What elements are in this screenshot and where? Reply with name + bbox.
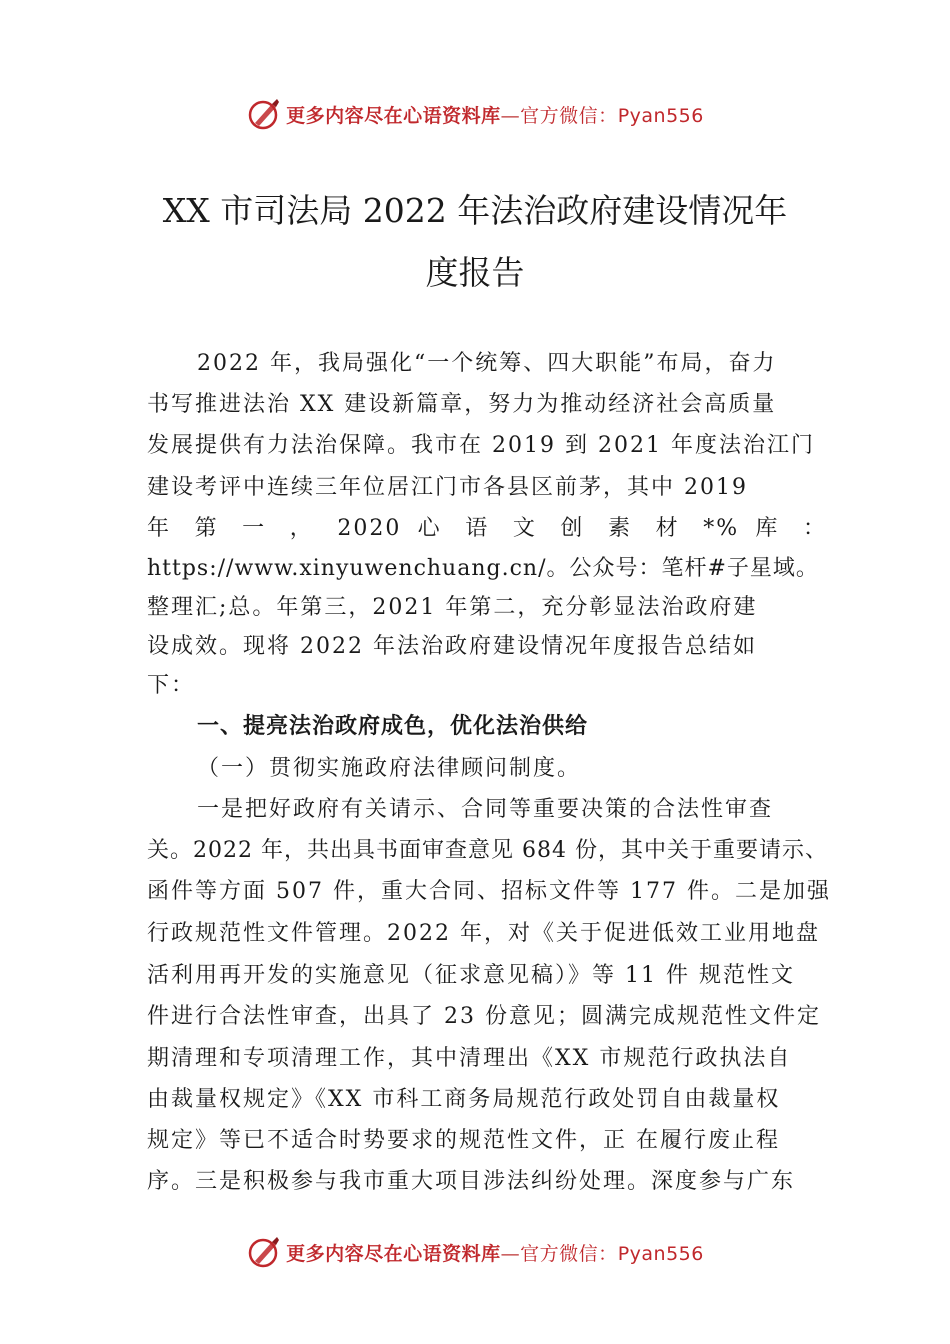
body-line: 书写推进法治 XX 建设新篇章，努力为推动经济社会高质量 bbox=[147, 392, 777, 417]
body-line: 整理汇;总。年第三，2021 年第二，充分彰显法治政府建 bbox=[147, 595, 758, 620]
body-line: 行政规范性文件管理。2022 年，对《关于促进低效工业用地盘 bbox=[147, 921, 820, 946]
banner-separator: — bbox=[500, 104, 521, 127]
document-title-line-1: XX 市司法局 2022 年法治政府建设情况年 bbox=[162, 191, 788, 230]
body-line: 由裁量权规定》《XX 市科工商务局规范行政处罚自由裁量权 bbox=[147, 1087, 781, 1112]
banner-wechat-id: Pyan556 bbox=[617, 104, 704, 127]
header-banner bbox=[0, 94, 950, 134]
document-title-line-2: 度报告 bbox=[425, 253, 525, 292]
pen-logo-icon bbox=[246, 96, 282, 132]
body-line: 规定》等已不适合时势要求的规范性文件，正 在履行废止程 bbox=[147, 1128, 780, 1153]
body-line: 件进行合法性审查，出具了 23 份意见；圆满完成规范性文件定 bbox=[147, 1004, 821, 1029]
body-line: 年 第 一 ， 2020 心 语 文 创 素 材 *% 库 ： bbox=[147, 516, 827, 541]
banner-text bbox=[286, 1239, 704, 1266]
body-line: 设成效。现将 2022 年法治政府建设情况年度报告总结如 bbox=[147, 634, 757, 659]
body-line: 一是把好政府有关请示、合同等重要决策的合法性审查 bbox=[197, 797, 774, 822]
body-line: 期清理和专项清理工作，其中清理出《XX 市规范行政执法自 bbox=[147, 1046, 792, 1071]
banner-separator: — bbox=[500, 1242, 521, 1265]
body-line: 函件等方面 507 件，重大合同、招标文件等 177 件。二是加强 bbox=[147, 879, 831, 904]
body-line: 下： bbox=[147, 673, 196, 698]
body-line: 关。2022 年，共出具书面审查意见 684 份，其中关于重要请示、 bbox=[147, 838, 828, 863]
pen-logo-icon bbox=[246, 1234, 282, 1270]
subsection-heading: （一）贯彻实施政府法律顾问制度。 bbox=[197, 756, 582, 781]
banner-brand: 更多内容尽在心语资料库 bbox=[286, 104, 501, 127]
banner-label: 官方微信： bbox=[520, 1242, 618, 1265]
body-line: 活利用再开发的实施意见（征求意见稿）》等 11 件 规范性文 bbox=[147, 963, 795, 988]
banner-text bbox=[286, 101, 704, 128]
banner-wechat-id: Pyan556 bbox=[617, 1242, 704, 1265]
banner-label: 官方微信： bbox=[520, 104, 618, 127]
body-line: 序。三是积极参与我市重大项目涉法纠纷处理。深度参与广东 bbox=[147, 1169, 796, 1194]
body-line: 2022 年，我局强化“一个统筹、四大职能”布局，奋力 bbox=[197, 351, 777, 376]
body-line: 建设考评中连续三年位居江门市各县区前茅，其中 2019 bbox=[147, 475, 748, 500]
banner-brand: 更多内容尽在心语资料库 bbox=[286, 1242, 501, 1265]
footer-banner bbox=[0, 1232, 950, 1272]
body-line: 发展提供有力法治保障。我市在 2019 到 2021 年度法治江门 bbox=[147, 433, 815, 458]
body-line: https://www.xinyuwenchuang.cn/。公众号：笔杆#子星域。 bbox=[147, 556, 819, 581]
section-heading: 一、提亮法治政府成色，优化法治供给 bbox=[197, 714, 589, 739]
